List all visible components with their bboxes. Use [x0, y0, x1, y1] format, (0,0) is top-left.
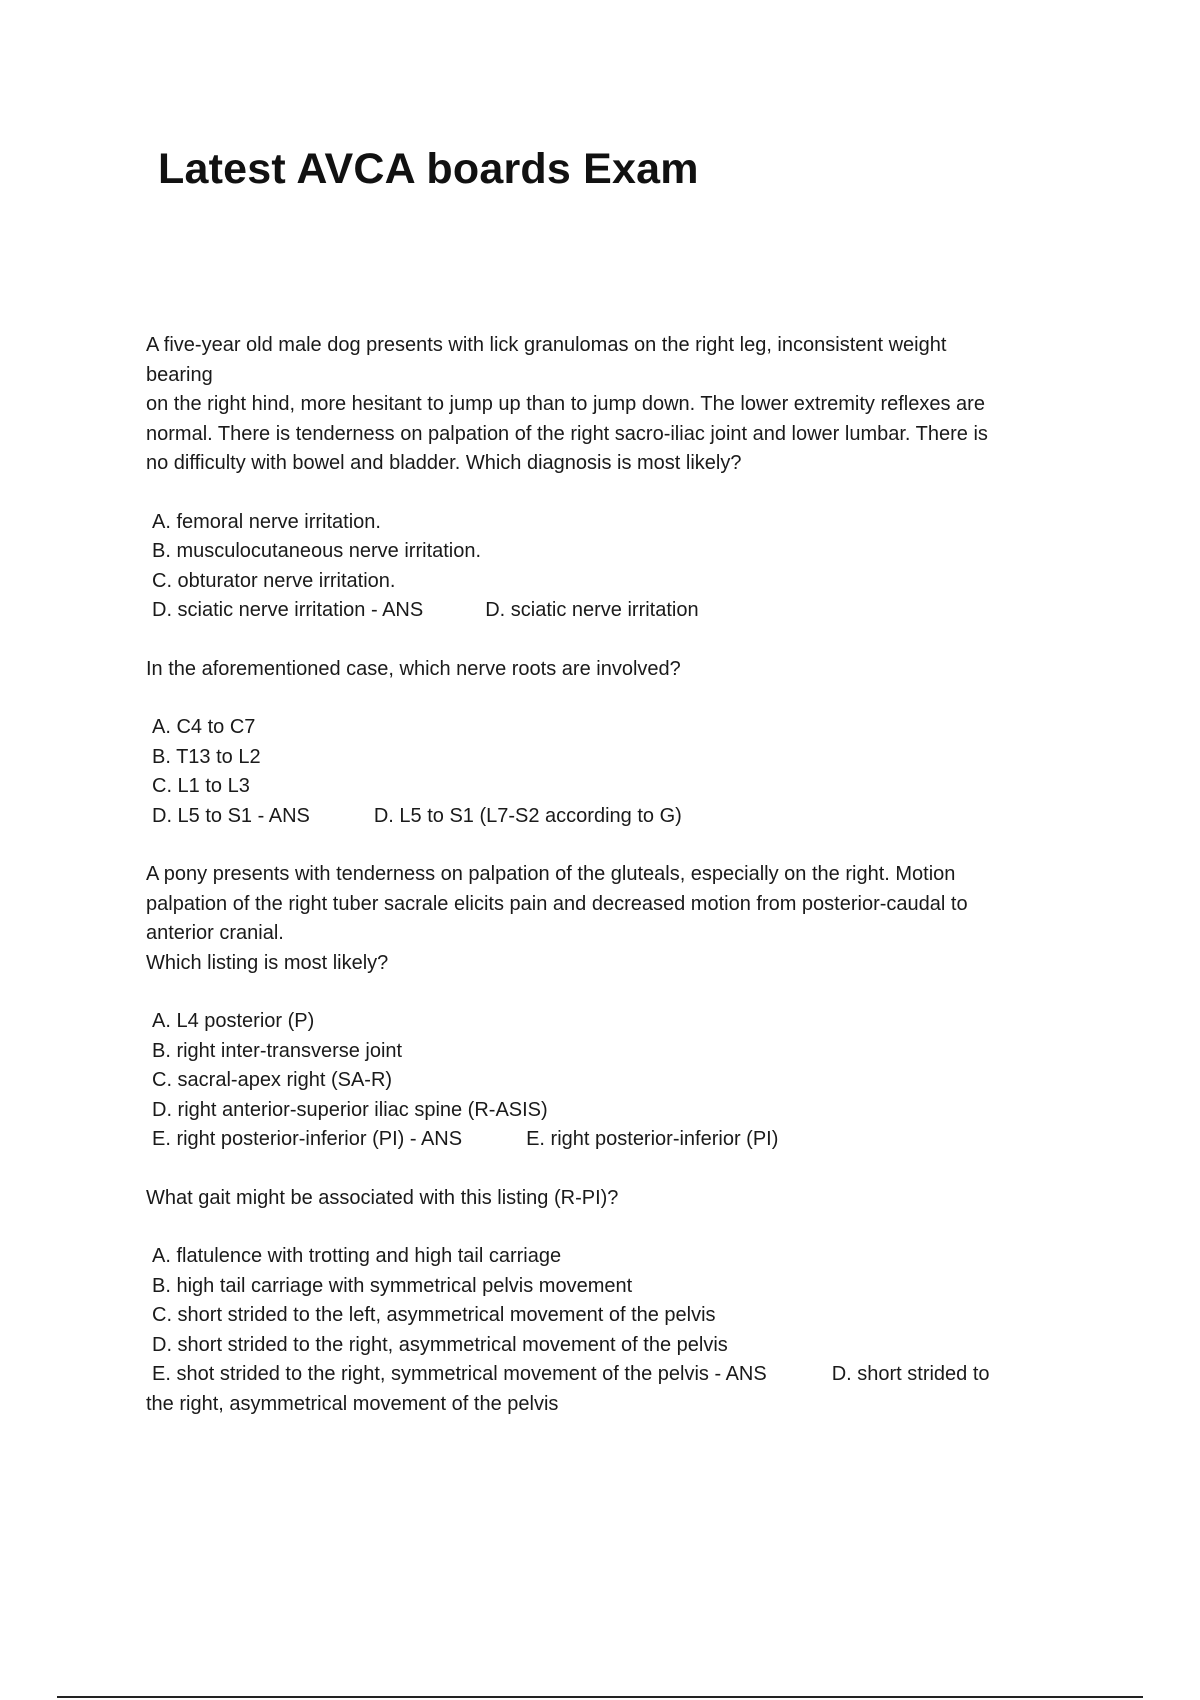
- question-2-options: [146, 713, 1086, 831]
- question-3: [146, 860, 1086, 1155]
- option-item: B. right inter-transverse joint: [152, 1039, 403, 1062]
- stem-line: normal. There is tenderness on palpation of the right sacro-iliac joint and lower lumbar. There is: [146, 422, 988, 445]
- question-4-stem: [146, 1184, 1086, 1214]
- question-3-options: [146, 1007, 1086, 1155]
- option-item-with-answer: [146, 802, 1086, 832]
- answer-continuation: [146, 1390, 1086, 1420]
- option-item: A. L4 posterior (P): [152, 1010, 315, 1032]
- stem-line: palpation of the right tuber sacrale elicits pain and decreased motion from posterior-caudal to: [146, 892, 968, 915]
- stem-line: What gait might be associated with this listing (R-PI)?: [146, 1186, 619, 1209]
- question-2: [146, 655, 1086, 832]
- option-item: B. T13 to L2: [152, 745, 261, 768]
- option-item-with-answer: [146, 596, 1086, 626]
- option-text: D. sciatic nerve irritation - ANS: [152, 599, 424, 621]
- question-4-options: [146, 1242, 1086, 1390]
- page-title: Latest AVCA boards Exam: [158, 145, 699, 193]
- option-item: B. musculocutaneous nerve irritation.: [152, 540, 482, 562]
- document-body: [146, 331, 1086, 1419]
- question-4: [146, 1184, 1086, 1420]
- option-item-with-answer: [146, 1125, 1086, 1155]
- question-1: [146, 331, 1086, 626]
- option-item: D. short strided to the right, asymmetrical movement of the pelvis: [152, 1333, 728, 1356]
- stem-line: no difficulty with bowel and bladder. Which diagnosis is most likely?: [146, 452, 742, 474]
- answer-text: D. sciatic nerve irritation: [485, 599, 699, 621]
- answer-text: D. short strided to: [831, 1363, 990, 1385]
- question-2-stem: [146, 655, 1086, 685]
- answer-text: D. L5 to S1 (L7-S2 according to G): [373, 804, 682, 827]
- question-1-options: [146, 508, 1086, 626]
- question-1-stem: [146, 331, 1086, 479]
- answer-continuation-line: the right, asymmetrical movement of the pelvis: [146, 1392, 559, 1415]
- stem-line: A five-year old male dog presents with lick granulomas on the right leg, inconsistent weight: [146, 334, 947, 356]
- option-item: A. flatulence with trotting and high tail carriage: [152, 1245, 562, 1267]
- stem-line: Which listing is most likely?: [146, 951, 389, 974]
- stem-line: A pony presents with tenderness on palpation of the gluteals, especially on the right. Motion: [146, 863, 956, 885]
- option-item: A. femoral nerve irritation.: [152, 510, 381, 533]
- footer-divider: [57, 1696, 1143, 1698]
- option-item: C. short strided to the left, asymmetrical movement of the pelvis: [152, 1304, 716, 1326]
- question-3-stem: [146, 860, 1086, 978]
- option-text: E. shot strided to the right, symmetrical movement of the pelvis - ANS: [152, 1363, 767, 1385]
- option-item-with-answer: [146, 1360, 1086, 1390]
- option-item: C. L1 to L3: [152, 775, 250, 797]
- option-text: E. right posterior-inferior (PI) - ANS: [152, 1128, 463, 1150]
- answer-text: E. right posterior-inferior (PI): [526, 1128, 779, 1150]
- option-item: C. obturator nerve irritation.: [152, 569, 396, 592]
- stem-line: anterior cranial.: [146, 922, 284, 944]
- option-item: C. sacral-apex right (SA-R): [152, 1069, 393, 1091]
- option-item: D. right anterior-superior iliac spine (R-ASIS): [152, 1098, 548, 1121]
- option-item: A. C4 to C7: [152, 716, 256, 738]
- option-item: B. high tail carriage with symmetrical pelvis movement: [152, 1274, 633, 1297]
- option-text: D. L5 to S1 - ANS: [152, 804, 310, 827]
- stem-line: bearing: [146, 363, 213, 386]
- stem-line: In the aforementioned case, which nerve roots are involved?: [146, 657, 681, 680]
- stem-line: on the right hind, more hesitant to jump up than to jump down. The lower extremity reflexes are: [146, 393, 985, 415]
